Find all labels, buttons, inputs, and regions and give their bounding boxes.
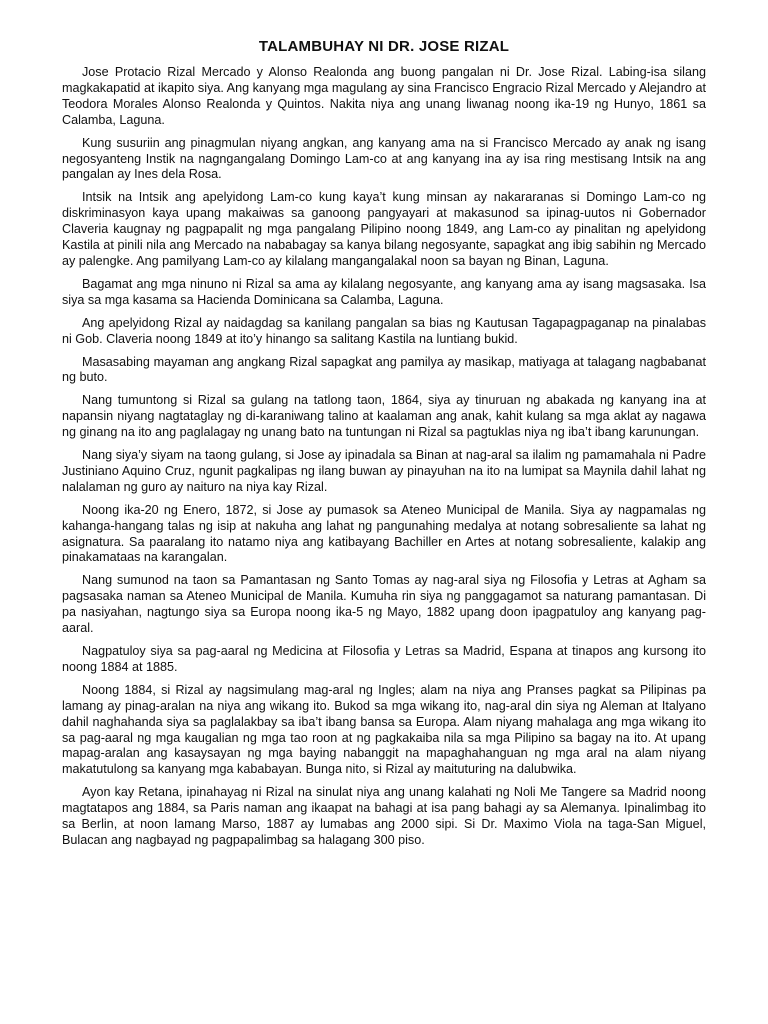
paragraph-10: Nang sumunod na taon sa Pamantasan ng Santo Tomas ay nag-aral siya ng Filosofia y Letras at Agham sa pagsasaka naman sa Ateneo Municipal de Manila. Kumuha rin siya ng panggagamot sa naturang pamantasan. Di pa nasiyahan, nagtungo siya sa Europa noong ika-5 ng Mayo, 1882 upang doon ipagpatuloy ang kanyang pag-aaral. — [62, 573, 706, 636]
paragraph-13: Ayon kay Retana, ipinahayag ni Rizal na sinulat niya ang unang kalahati ng Noli Me Tangere sa Madrid noong magtatapos ang 1884, sa Paris naman ang ikaapat na bahagi at isa pang bahagi ay sa Alemanya. Ipinalimbag ito sa Berlin, at noon lamang Marso, 1887 ay lumabas ang 2000 sipi. Si Dr. Maximo Viola na taga-San Miguel, Bulacan ang nagbayad ng pagpapalimbag sa halagang 300 piso. — [62, 785, 706, 847]
paragraph-1: Jose Protacio Rizal Mercado y Alonso Realonda ang buong pangalan ni Dr. Jose Rizal. Labing-isa silang magkakapatid at ikapito siya. Ang kanyang mga magulang ay sina Francisco Engracio Rizal Mercado y Alejandro at Teodora Morales Alonso Realonda y Quintos. Nakita niya ang unang liwanag noong ika-19 ng Hunyo, 1861 sa Calamba, Laguna. — [62, 65, 706, 127]
paragraph-5: Ang apelyidong Rizal ay naidagdag sa kanilang pangalan sa bias ng Kautusan Tagapagpaganap na pinalabas ni Gob. Claveria noong 1849 at ito’y hinango sa salitang Kastila na luntiang bukid. — [62, 315, 706, 346]
paragraph-3: Intsik na Intsik ang apelyidong Lam-co kung kaya’t kung minsan ay nakararanas si Domingo Lam-co ng diskriminasyon kaya upang makaiwas sa ganoong pangyayari at makasunod sa ipinag-uutos ni Gobernador Claveria kaugnay ng pagpapalit ng mga pangalang Pilipino noong 1849, ang Lam-co ay pinalitan ng apelyidong Kastila at pinili nila ang Mercado na nababagay sa kanya bilang negosyante, sapagkat ang ibig sabihin ng Mercado ay palengke. Ang pamilyang Lam-co ay kilalang mangangalakal noon sa bayan ng Binan, Laguna. — [62, 190, 706, 268]
paragraph-6: Masasabing mayaman ang angkang Rizal sapagkat ang pamilya ay masikap, matiyaga at talagang nagbabanat ng buto. — [62, 354, 706, 385]
paragraph-8: Nang siya’y siyam na taong gulang, si Jose ay ipinadala sa Binan at nag-aral sa ilalim ng pamamahala ni Padre Justiniano Aquino Cruz, ngunit pagkalipas ng ilang buwan ay pinayuhan na ito na lumipat sa Maynila dahil lahat ng nalalaman ng guro ay naituro na niya kay Rizal. — [62, 448, 706, 494]
paragraph-11: Nagpatuloy siya sa pag-aaral ng Medicina at Filosofia y Letras sa Madrid, Espana at tinapos ang kursong ito noong 1884 at 1885. — [62, 644, 706, 674]
paragraph-12: Noong 1884, si Rizal ay nagsimulang mag-aral ng Ingles; alam na niya ang Pranses pagkat sa Pilipinas pa lamang ay pinag-aralan na niya ang wikang ito. Bukod sa mga wikang ito, nag-aral din siya ng Aleman at Italyano dahil naghahanda siya sa paglalakbay sa iba’t ibang bansa sa Europa. Alam niyang mahalaga ang mga wikang ito sa pag-aaral ng mga kaugalian ng mga tao roon at ng pagkakaiba nila sa mga Pilipino sa bagay na ito. At upang mapag-aralan ang kasaysayan ng mga baying nabanggit na mapaghahanguan ng mga aral na alam niyang makatutulong sa kanyang mga kababayan. Bunga nito, si Rizal ay maituturing na dalubwika. — [62, 682, 706, 777]
paragraph-2: Kung susuriin ang pinagmulan niyang angkan, ang kanyang ama na si Francisco Mercado ay anak ng isang negosyanteng Instik na nagngangalang Domingo Lam-co at ang kanyang ina ay isa ring mestisang Intsik na ang pangalan ay Ines dela Rosa. — [62, 135, 706, 182]
paragraph-7: Nang tumuntong si Rizal sa gulang na tatlong taon, 1864, siya ay tinuruan ng abakada ng kanyang ina at napansin niyang nagtataglay ng di-karaniwang talino at kaalaman ang anak, kahit kulang sa mga aklat ay nagawa ng ginang na ito ang paglalagay ng unang bato na tuntungan ni Rizal sa pagtuklas niya ng iba’t ibang karunungan. — [62, 393, 706, 440]
paragraph-4: Bagamat ang mga ninuno ni Rizal sa ama ay kilalang negosyante, ang kanyang ama ay isang magsasaka. Isa siya sa mga kasama sa Hacienda Dominicana sa Calamba, Laguna. — [62, 276, 706, 307]
document-title: TALAMBUHAY NI DR. JOSE RIZAL — [258, 38, 510, 55]
paragraph-9: Noong ika-20 ng Enero, 1872, si Jose ay pumasok sa Ateneo Municipal de Manila. Siya ay nagpamalas ng kahanga-hangang talas ng isip at nakuha ang lahat ng pangunahing medalya at notang sobresaliente sa lahat ng asignatura. Sa paaralang ito natamo niya ang katibayang Bachiller en Artes at notang sobresaliente, kalakip ang pinakamataas na karangalan. — [62, 502, 706, 565]
